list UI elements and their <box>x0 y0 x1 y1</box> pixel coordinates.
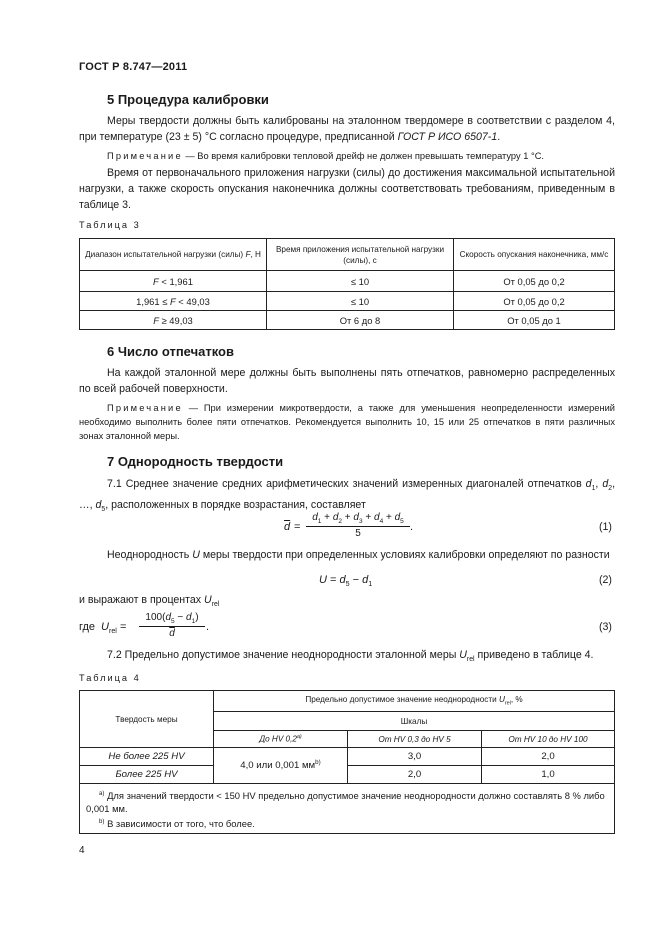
equation-3-number: (3) <box>599 621 612 633</box>
table-4-header-hardness: Твердость меры <box>80 691 214 748</box>
table-4-scale-2: От HV 0,3 до HV 5 <box>348 731 482 748</box>
table-cell: От 0,05 до 1 <box>454 311 615 330</box>
standard-header: ГОСТ Р 8.747—2011 <box>79 61 188 73</box>
table-cell: F ≥ 49,03 <box>80 311 267 330</box>
footnote-a: $^{a)}$ Для значений твердости < 150 HV предельно допустимое значение неоднородности должно составлять 8 % либо 0,001 мм. <box>86 790 605 815</box>
table-3-caption: Таблица 3 <box>79 220 141 230</box>
table-4-header-limit: Предельно допустимое значение неоднородности $U_{rel}$, % <box>214 691 615 712</box>
table-4-scale-1: До HV 0,2$^{a)}$ <box>214 731 348 748</box>
standard-reference: ГОСТ Р ИСО 6507-1 <box>397 131 498 143</box>
table-cell: Более 225 HV <box>80 766 214 784</box>
table-4-caption: Таблица 4 <box>79 673 141 683</box>
section-7-title: 7 Однородность твердости <box>107 454 284 469</box>
section-5-title: 5 Процедура калибровки <box>107 92 269 107</box>
equation-2: $U = d_5 - d_1$ <box>319 574 373 589</box>
section-6-title: 6 Число отпечатков <box>107 344 234 359</box>
table-3-header-load: Диапазон испытательной нагрузки (силы) F, Н <box>80 239 267 271</box>
table-cell: F < 1,961 <box>80 271 267 292</box>
table-row <box>80 766 615 784</box>
table-row <box>80 311 615 330</box>
section-5-paragraph-2: Время от первоначального приложения нагрузки (силы) до достижения максимальной испытательной нагрузки, а также скорость опускания наконечника должны соответствовать требованиям, приведенным в таблице 3. <box>79 167 615 211</box>
table-cell: От 0,05 до 0,2 <box>454 271 615 292</box>
table-row <box>80 271 615 292</box>
table-cell: От 6 до 8 <box>267 311 454 330</box>
table-cell: 3,0 <box>348 748 482 766</box>
table-4-footnotes <box>80 784 615 834</box>
section-6-paragraph: На каждой эталонной мере должны быть выполнены пять отпечатков, равномерно распределенных по всей рабочей поверхности. <box>79 367 615 395</box>
table-4-scale-3: От HV 10 до HV 100 <box>482 731 615 748</box>
footnote-b: $^{b)}$ В зависимости от того, что более. <box>99 818 255 830</box>
paragraph-7-2: 7.2 Предельно допустимое значение неоднородности эталонной меры $U_{rel}$ приведено в таблице 4. <box>107 649 594 664</box>
table-cell: 1,961 ≤ F < 49,03 <box>80 292 267 311</box>
table-4-merged-value: 4,0 или 0,001 $мм^{b)}$ <box>214 748 348 784</box>
table-cell: 2,0 <box>482 748 615 766</box>
section-6-note: Примечание — При измерении микротвердости, а также для уменьшения неопределенности измерений необходимо выполнить более пяти отпечатков. Рекомендуется выполнить 10, 15 или 25 отпечатков в пяти различных зонах эталонной меры. <box>79 403 615 441</box>
paragraph-7-1: 7.1 Среднее значение средних арифметических значений измеренных диагоналей отпечатков $d_1$, $d_2$, …, $d_5$, расположенных в порядке возрастания, составляет <box>79 478 616 514</box>
table-4 <box>79 690 615 834</box>
table-cell: 2,0 <box>348 766 482 784</box>
table-cell: ≤ 10 <box>267 271 454 292</box>
table-row <box>80 748 615 766</box>
table-3-header-time: Время приложения испытательной нагрузки (силы), с <box>267 239 454 271</box>
table-cell: ≤ 10 <box>267 292 454 311</box>
equation-1-number: (1) <box>599 521 612 533</box>
table-4-header-scales: Шкалы <box>214 712 615 731</box>
section-5-note: Примечание — Во время калибровки тепловой дрейф не должен превышать температуру 1 °С. <box>107 151 545 161</box>
page-number: 4 <box>79 845 85 856</box>
section-5-paragraph-1: Меры твердости должны быть калиброваны на эталонном твердомере в соответствии с разделом 4, при температуре (23 ± 5) °С согласно процедуре, предписанной ГОСТ Р ИСО 6507-1. <box>79 115 615 143</box>
equation-2-number: (2) <box>599 574 612 586</box>
table-3 <box>79 238 615 330</box>
table-cell: От 0,05 до 0,2 <box>454 292 615 311</box>
table-3-header-speed: Скорость опускания наконечника, мм/с <box>454 239 615 271</box>
equation-3: где $U_{rel}$ = $100(d_5 - d_1)$ $\overline{d}$ . <box>79 612 210 639</box>
paragraph-nonuniformity: Неоднородность U меры твердости при определенных условиях калибровки определяют по разности <box>107 549 610 561</box>
table-cell: 1,0 <box>482 766 615 784</box>
paragraph-percent: и выражают в процентах $U_{rel}$ <box>79 594 220 609</box>
table-cell: Не более 225 HV <box>80 748 214 766</box>
table-row <box>80 292 615 311</box>
